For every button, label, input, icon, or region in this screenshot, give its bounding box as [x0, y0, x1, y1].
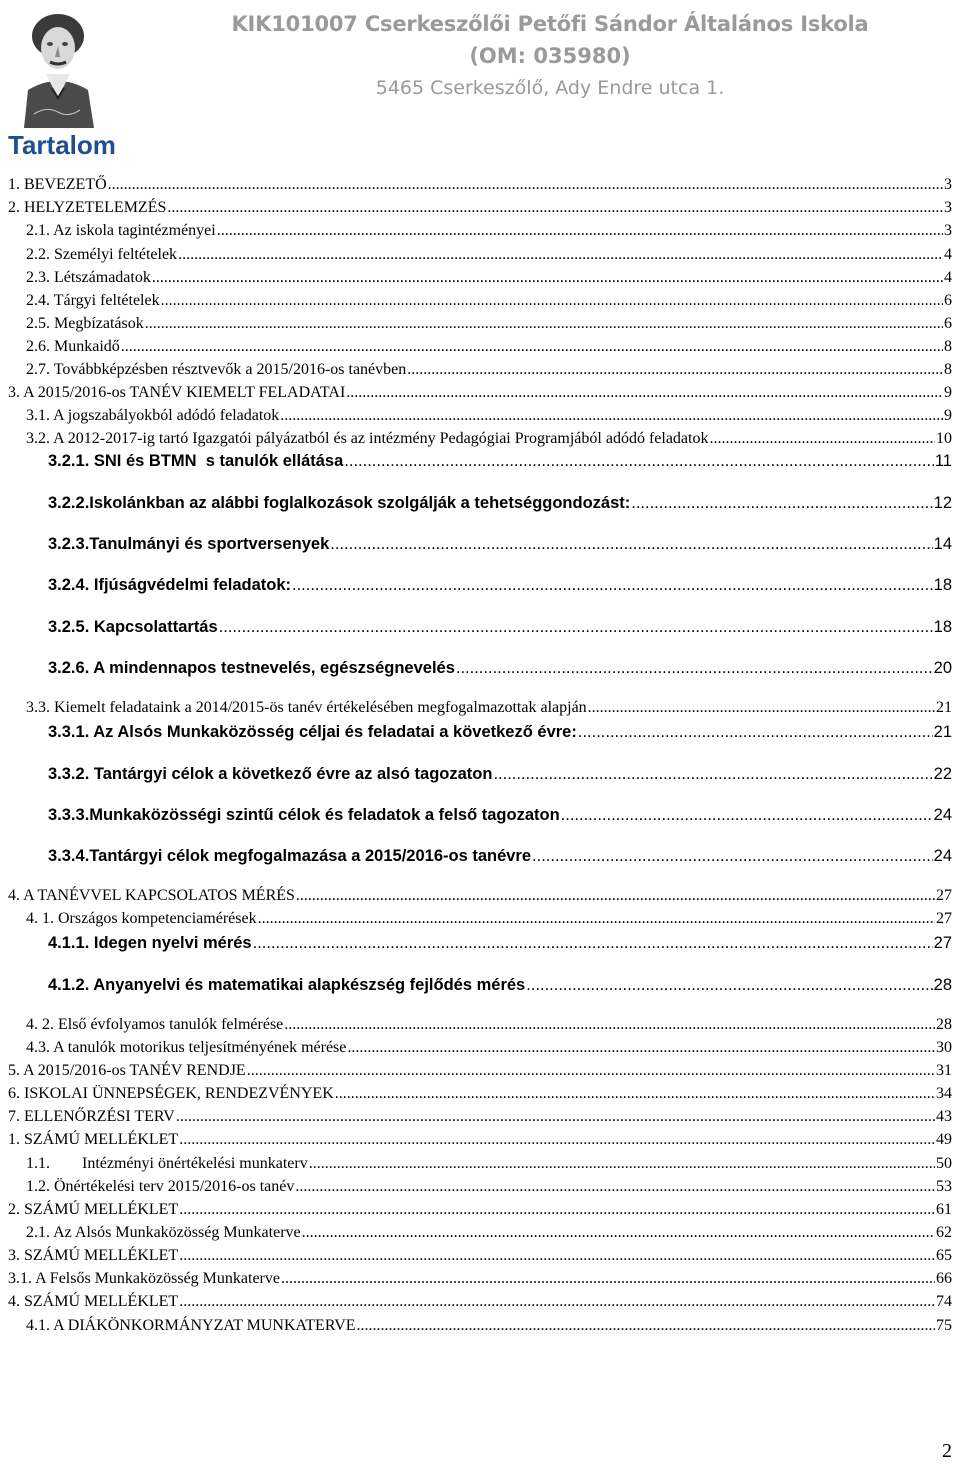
toc-entry-label: 3.2.5. Kapcsolattartás: [48, 618, 218, 636]
toc-leader-dots: [179, 1293, 935, 1311]
toc-entry[interactable]: [48, 806, 952, 825]
toc-leader-dots: [295, 1178, 935, 1196]
toc-entry-page: 50: [936, 1155, 952, 1172]
toc-entry[interactable]: [26, 430, 952, 448]
toc-entry-label: 3.2. A 2012-2017-ig tartó Igazgatói pályázatból és az intézmény Pedagógiai Programjából adódó feladatok: [26, 430, 709, 447]
toc-entry-label: 2.1. Az iskola tagintézményei: [26, 222, 216, 239]
toc-leader-dots: [588, 699, 935, 717]
toc-entry[interactable]: [26, 222, 952, 240]
toc-leader-dots: [493, 765, 932, 784]
toc-entry-label: 1.1. Intézményi önértékelési munkaterv: [26, 1155, 308, 1172]
toc-leader-dots: [344, 452, 934, 471]
toc-entry[interactable]: [48, 976, 952, 995]
toc-entry[interactable]: [26, 1317, 952, 1335]
toc-leader-dots: [281, 1270, 935, 1288]
toc-entry-page: 6: [944, 292, 952, 309]
toc-leader-dots: [407, 361, 943, 379]
toc-leader-dots: [578, 723, 933, 742]
toc-entry[interactable]: [26, 269, 952, 287]
toc-entry-page: 20: [933, 659, 952, 677]
toc-leader-dots: [217, 222, 943, 240]
toc-entry[interactable]: [26, 1016, 952, 1034]
toc-entry-page: 8: [944, 361, 952, 378]
toc-leader-dots: [178, 246, 943, 264]
toc-entry-page: 14: [933, 535, 952, 553]
toc-entry-label: 3.2.3.Tanulmányi és sportversenyek: [48, 535, 330, 553]
school-header: [150, 8, 950, 104]
toc-entry[interactable]: [26, 315, 952, 333]
toc-entry-page: 3: [944, 222, 952, 239]
toc-entry[interactable]: [26, 910, 952, 928]
toc-entry-page: 9: [944, 407, 952, 424]
toc-entry[interactable]: [8, 199, 952, 217]
toc-entry-label: 5. A 2015/2016-os TANÉV RENDJE: [8, 1062, 246, 1079]
toc-entry[interactable]: [8, 176, 952, 194]
toc-leader-dots: [176, 1108, 935, 1126]
toc-entry[interactable]: [48, 765, 952, 784]
toc-leader-dots: [284, 1016, 935, 1034]
toc-entry-label: 7. ELLENŐRZÉSI TERV: [8, 1108, 175, 1125]
toc-entry-page: 9: [944, 384, 952, 401]
toc-entry-page: 24: [933, 847, 952, 865]
toc-entry[interactable]: [8, 384, 952, 402]
toc-leader-dots: [347, 1039, 935, 1057]
toc-entry-label: 3.3.4.Tantárgyi célok megfogalmazása a 2015/2016-os tanévre: [48, 847, 532, 865]
toc-entry[interactable]: [26, 1178, 952, 1196]
toc-leader-dots: [709, 430, 935, 448]
toc-entry[interactable]: [8, 1201, 952, 1219]
school-address: 5465 Cserkeszőlő, Ady Endre utca 1.: [375, 77, 725, 99]
toc-entry-page: 21: [933, 723, 952, 741]
toc-entry[interactable]: [26, 699, 952, 717]
toc-entry[interactable]: [8, 1108, 952, 1126]
toc-entry[interactable]: [48, 847, 952, 866]
toc-leader-dots: [296, 887, 935, 905]
toc-entry-page: 18: [933, 576, 952, 594]
toc-entry-page: 74: [936, 1293, 952, 1310]
toc-entry-label: 2.6. Munkaidő: [26, 338, 120, 355]
toc-entry-label: 3.2.1. SNI és BTMN s tanulók ellátása: [48, 452, 344, 470]
toc-entry[interactable]: [8, 1062, 952, 1080]
toc-entry[interactable]: [26, 361, 952, 379]
toc-entry-label: 2.7. Továbbképzésben résztvevők a 2015/2016-os tanévben: [26, 361, 407, 378]
toc-entry-page: 10: [936, 430, 952, 447]
toc-leader-dots: [145, 315, 943, 333]
toc-entry-page: 22: [933, 765, 952, 783]
toc-entry-label: 3.2.6. A mindennapos testnevelés, egészségnevelés: [48, 659, 455, 677]
toc-leader-dots: [526, 976, 932, 995]
toc-entry-label: 3. SZÁMÚ MELLÉKLET: [8, 1247, 179, 1264]
toc-entry-page: 49: [936, 1131, 952, 1148]
toc-entry-page: 53: [936, 1178, 952, 1195]
toc-entry[interactable]: [8, 1085, 952, 1103]
toc-leader-dots: [309, 1155, 935, 1173]
toc-entry[interactable]: [26, 338, 952, 356]
toc-entry[interactable]: [8, 1293, 952, 1311]
toc-entry-page: 62: [936, 1224, 952, 1241]
toc-entry-label: 3.3. Kiemelt feladataink a 2014/2015-ös tanév értékelésében megfogalmazottak alapján: [26, 699, 587, 716]
toc-entry-label: 1. SZÁMÚ MELLÉKLET: [8, 1131, 179, 1148]
toc-entry-page: 27: [936, 910, 952, 927]
toc-entry-label: 2. SZÁMÚ MELLÉKLET: [8, 1201, 179, 1218]
toc-entry[interactable]: [8, 1131, 952, 1149]
toc-entry-label: 2.5. Megbízatások: [26, 315, 144, 332]
toc-entry-label: 3.1. A Felsős Munkaközösség Munkaterve: [8, 1270, 280, 1287]
toc-entry-label: 4. SZÁMÚ MELLÉKLET: [8, 1293, 179, 1310]
toc-entry-label: 4.3. A tanulók motorikus teljesítményének mérése: [26, 1039, 347, 1056]
school-om-code: (OM: 035980): [469, 44, 631, 68]
toc-entry-page: 24: [933, 806, 952, 824]
petofi-portrait-logo: [6, 2, 108, 128]
toc-entry-page: 3: [944, 199, 952, 216]
toc-entry-page: 21: [936, 699, 952, 716]
toc-entry-page: 28: [933, 976, 952, 994]
toc-entry-label: 4. A TANÉVVEL KAPCSOLATOS MÉRÉS: [8, 887, 295, 904]
toc-entry-page: 18: [933, 618, 952, 636]
toc-entry[interactable]: [48, 494, 952, 513]
toc-leader-dots: [532, 847, 933, 866]
toc-entry-label: 1.2. Önértékelési terv 2015/2016-os tanév: [26, 1178, 295, 1195]
toc-entry-label: 4.1. A DIÁKÖNKORMÁNYZAT MUNKATERVE: [26, 1317, 356, 1334]
toc-leader-dots: [219, 618, 933, 637]
toc-entry-label: 3.3.1. Az Alsós Munkaközösség céljai és feladatai a következő évre:: [48, 723, 577, 741]
toc-entry[interactable]: [8, 1270, 952, 1288]
toc-entry-label: 4.1.2. Anyanyelvi és matematikai alapkészség fejlődés mérés: [48, 976, 526, 994]
toc-entry[interactable]: [26, 407, 952, 425]
toc-entry-label: 2.3. Létszámadatok: [26, 269, 151, 286]
toc-entry-page: 61: [936, 1201, 952, 1218]
toc-entry-page: 27: [936, 887, 952, 904]
toc-leader-dots: [179, 1131, 935, 1149]
toc-leader-dots: [258, 910, 935, 928]
toc-entry[interactable]: [48, 934, 952, 953]
toc-entry[interactable]: [8, 887, 952, 905]
toc-entry-label: 4. 2. Első évfolyamos tanulók felmérése: [26, 1016, 284, 1033]
toc-entry[interactable]: [26, 1155, 952, 1173]
school-name: KIK101007 Cserkeszőlői Petőfi Sándor Általános Iskola: [231, 12, 869, 36]
toc-entry-label: 2.2. Személyi feltételek: [26, 246, 178, 263]
toc-leader-dots: [247, 1062, 935, 1080]
toc-leader-dots: [335, 1085, 935, 1103]
toc-entry-page: 43: [936, 1108, 952, 1125]
toc-leader-dots: [152, 269, 943, 287]
toc-entry-page: 65: [936, 1247, 952, 1264]
toc-entry-label: 3.1. A jogszabályokból adódó feladatok: [26, 407, 280, 424]
toc-entry[interactable]: [26, 1039, 952, 1057]
toc-leader-dots: [280, 407, 943, 425]
toc-leader-dots: [167, 199, 943, 217]
toc-leader-dots: [179, 1247, 935, 1265]
toc-entry-label: 1. BEVEZETŐ: [8, 176, 107, 193]
toc-entry-label: 2.1. Az Alsós Munkaközösség Munkaterve: [26, 1224, 301, 1241]
toc-entry-label: 3. A 2015/2016-os TANÉV KIEMELT FELADATAI: [8, 384, 346, 401]
page-number: 2: [942, 1440, 952, 1462]
toc-leader-dots: [631, 494, 932, 513]
toc-entry[interactable]: [48, 659, 952, 678]
toc-entry[interactable]: [48, 535, 952, 554]
toc-entry[interactable]: [48, 452, 952, 471]
toc-entry[interactable]: [48, 576, 952, 595]
toc-entry-page: 8: [944, 338, 952, 355]
toc-entry-page: 27: [933, 934, 952, 952]
toc-entry-page: 66: [936, 1270, 952, 1287]
toc-entry-label: 4. 1. Országos kompetenciamérések: [26, 910, 257, 927]
toc-leader-dots: [346, 384, 943, 402]
toc-entry-page: 12: [933, 494, 952, 512]
toc-entry-page: 4: [944, 269, 952, 286]
toc-entry-page: 3: [944, 176, 952, 193]
toc-entry-page: 11: [934, 452, 952, 470]
toc-leader-dots: [292, 576, 933, 595]
toc-entry-label: 3.2.4. Ifjúságvédelmi feladatok:: [48, 576, 292, 594]
toc-entry-page: 31: [936, 1062, 952, 1079]
toc-leader-dots: [161, 292, 943, 310]
toc-entry-label: 3.3.2. Tantárgyi célok a következő évre az alsó tagozaton: [48, 765, 493, 783]
toc-leader-dots: [330, 535, 932, 554]
toc-leader-dots: [561, 806, 933, 825]
toc-leader-dots: [357, 1317, 935, 1335]
toc-entry-page: 30: [936, 1039, 952, 1056]
toc-entry-page: 75: [936, 1317, 952, 1334]
toc-entry[interactable]: [26, 292, 952, 310]
toc-leader-dots: [121, 338, 943, 356]
toc-entry-label: 3.3.3.Munkaközösségi szintű célok és feladatok a felső tagozaton: [48, 806, 560, 824]
toc-entry-label: 6. ISKOLAI ÜNNEPSÉGEK, RENDEZVÉNYEK: [8, 1085, 334, 1102]
toc-entry-label: 2.4. Tárgyi feltételek: [26, 292, 160, 309]
toc-leader-dots: [302, 1224, 935, 1242]
toc-leader-dots: [253, 934, 933, 953]
toc-title: Tartalom: [8, 130, 116, 160]
toc-entry-page: 28: [936, 1016, 952, 1033]
toc-entry[interactable]: [26, 1224, 952, 1242]
toc-entry[interactable]: [48, 618, 952, 637]
toc-entry-label: 3.2.2.Iskolánkban az alábbi foglalkozások szolgálják a tehetséggondozást:: [48, 494, 631, 512]
toc-entry-page: 6: [944, 315, 952, 332]
toc-entry[interactable]: [26, 246, 952, 264]
toc-entry-page: 4: [944, 246, 952, 263]
toc-leader-dots: [456, 659, 933, 678]
toc-entry-label: 2. HELYZETELEMZÉS: [8, 199, 167, 216]
toc-leader-dots: [179, 1201, 935, 1219]
toc-entry-page: 34: [936, 1085, 952, 1102]
toc-entry[interactable]: [8, 1247, 952, 1265]
toc-entry[interactable]: [48, 723, 952, 742]
toc-leader-dots: [108, 176, 943, 194]
toc-entry-label: 4.1.1. Idegen nyelvi mérés: [48, 934, 252, 952]
